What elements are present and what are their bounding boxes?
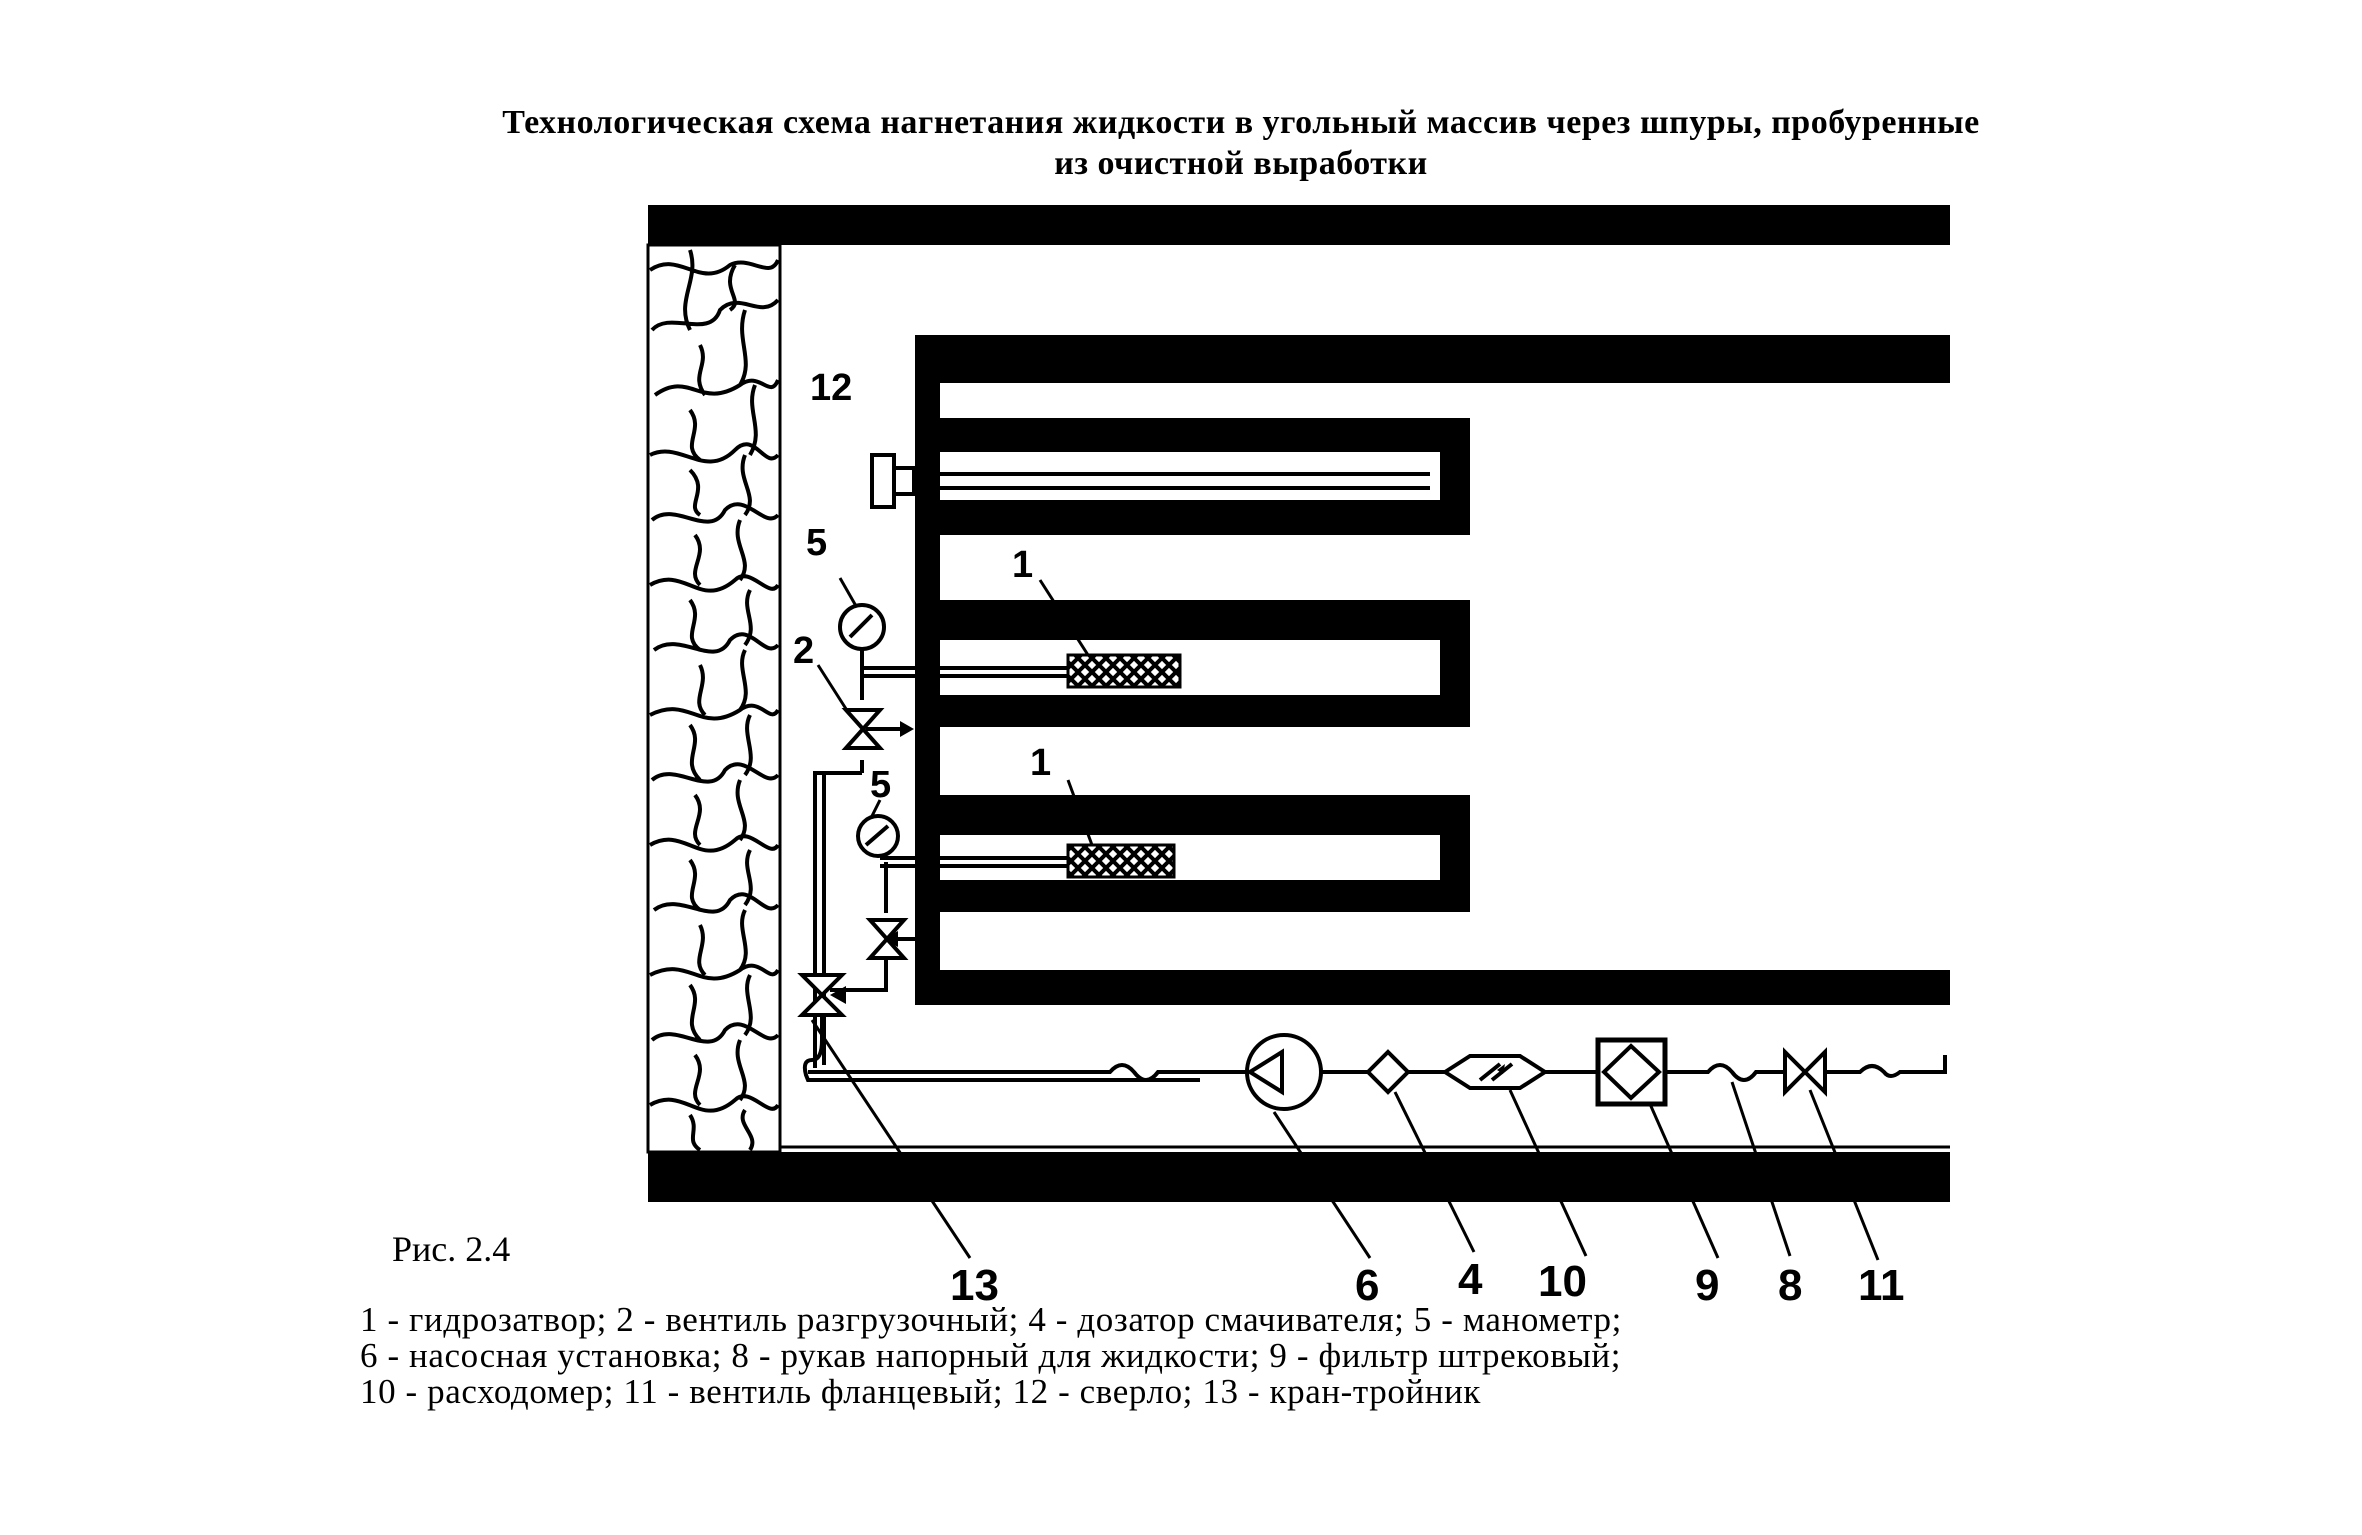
- label-11: 11: [1858, 1261, 1905, 1310]
- pressure-gauge-lower: [858, 816, 898, 856]
- label-8: 8: [1778, 1261, 1803, 1310]
- tee-valve: [802, 975, 846, 1015]
- hydro-seal-lower: [1068, 845, 1174, 877]
- legend-line-1: 1 - гидрозатвор; 2 - вентиль разгрузочный; 4 - дозатор смачивателя; 5 - манометр;: [360, 1300, 1622, 1339]
- legend-line-2: 6 - насосная установка; 8 - рукав напорный для жидкости; 9 - фильтр штрековый;: [360, 1336, 1622, 1375]
- drill: [872, 455, 1430, 507]
- label-5-upper: 5: [806, 522, 828, 564]
- roadway-filter: [1598, 1040, 1665, 1104]
- relief-valve-lower: [870, 920, 916, 958]
- label-1-upper: 1: [1012, 544, 1034, 586]
- label-4: 4: [1458, 1255, 1483, 1304]
- pressure-gauge-upper: [840, 605, 884, 649]
- label-10: 10: [1538, 1257, 1587, 1306]
- label-12: 12: [810, 367, 853, 409]
- label-9: 9: [1695, 1261, 1720, 1310]
- relief-valve-upper: [846, 710, 914, 748]
- floor-strata: [648, 1152, 1950, 1202]
- label-6: 6: [1355, 1261, 1380, 1310]
- roof-strata: [648, 205, 1950, 245]
- legend-line-3: 10 - расходомер; 11 - вентиль фланцевый; 12 - сверло; 13 - кран-тройник: [360, 1372, 1482, 1411]
- hydro-seal-upper: [1068, 655, 1180, 687]
- label-1-lower: 1: [1030, 742, 1052, 784]
- title-line-2: из очистной выработки: [1054, 145, 1428, 182]
- flange-valve: [1785, 1052, 1825, 1092]
- pump-unit: [1247, 1035, 1321, 1109]
- wetting-agent-doser: [1368, 1052, 1408, 1092]
- label-5-lower: 5: [870, 764, 892, 806]
- title-line-1: Технологическая схема нагнетания жидкости в угольный массив через шпуры, пробуренные: [502, 104, 1980, 141]
- flowmeter: [1445, 1056, 1545, 1088]
- figure-caption: Рис. 2.4: [392, 1229, 511, 1269]
- caved-rock-zone: [648, 245, 780, 1152]
- label-13: 13: [950, 1261, 999, 1310]
- label-2: 2: [793, 630, 815, 672]
